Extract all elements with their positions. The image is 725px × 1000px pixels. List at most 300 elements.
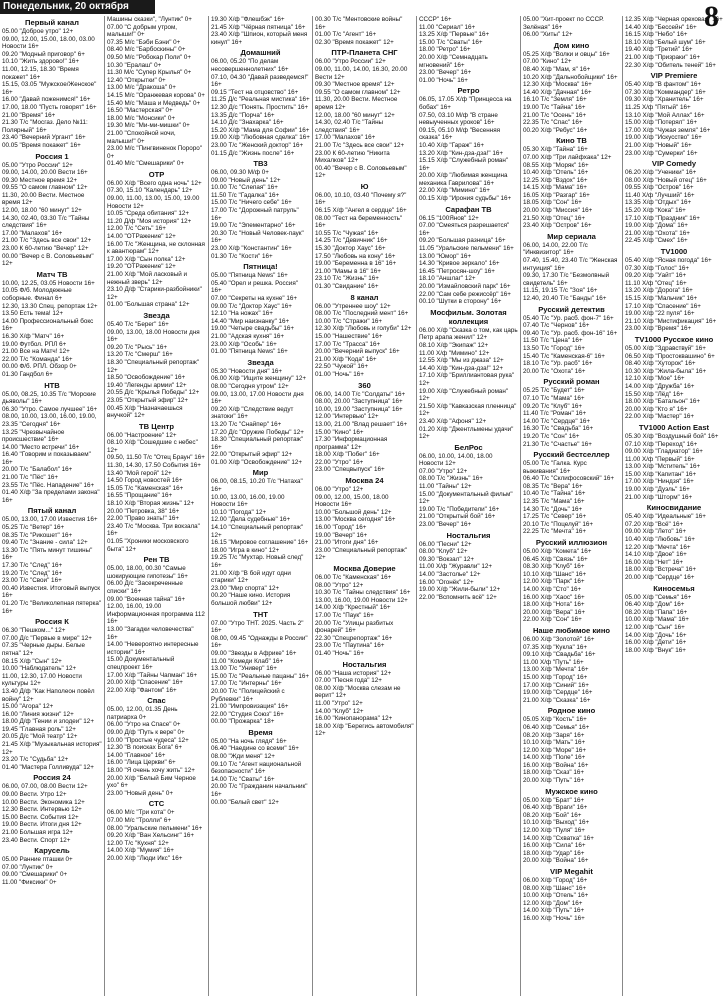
program-item: 06.00, 05.20 "По делам несовершеннолетних" 16+ (211, 58, 289, 73)
program-item: 21.00 "Адская кухня" 16+ (211, 332, 284, 340)
program-item: 14.00 Т/с "Сваты" 16+ (211, 775, 275, 783)
program-item: 11.05 "Уральские пельмени" 16+ (419, 245, 514, 253)
program-item: 12.00 Х/ф "Сын" 16+ (625, 623, 685, 631)
program-item: 00.00 "Прожарка" 18+ (211, 718, 275, 726)
program-item: 13.20 Т/с "Снайпер" 16+ (211, 420, 282, 428)
program-item: 07.40, 15.40, 23.40 Т/с "Женская интуиция" 16+ (523, 257, 618, 272)
program-item: 10.30 "Ералаш" 0+ (107, 61, 162, 69)
program-item: 12.30 Х/ф "Москва" 16+ (523, 81, 592, 89)
program-item: 08.40 Х/ф "Хуторок" 16+ (625, 360, 696, 368)
program-item: 20.00 Х/ф "Война" 16+ (523, 857, 589, 865)
program-item: 09.00 Х/ф "Лето" 16+ (625, 528, 687, 536)
program-item: 13.40 "Мой герой" 12+ (107, 469, 172, 477)
program-item: 13.00 Х/ф "Мститель" 16+ (625, 463, 701, 471)
program-item: 10.40 Х/ф "Отель" 16+ (523, 169, 589, 177)
program-item: 15.20 Х/ф "Кока" 16+ (625, 207, 686, 215)
program-item: 10.30 Х/ф "Жила-была" 16+ (625, 367, 707, 375)
program-item: 09.00 "Звезды в Африке" 16+ (211, 649, 297, 657)
program-item: 22.00 "Студия Союз" 16+ (211, 710, 284, 718)
program-item: 01.00 "Большая страна" 12+ (107, 301, 190, 309)
program-item: 10.10 Х/ф "Выход" 16+ (523, 819, 590, 827)
program-item: 22.00 "Право знать!" 16+ (107, 515, 180, 523)
program-item: 22.00 "Сам себе режиссёр" 16+ (419, 290, 511, 298)
program-item: 08.20 Х/ф "Заря" 16+ (523, 731, 585, 739)
program-item: 08.35 Т/с "Вера" 16+ (523, 482, 583, 490)
program-item: 01.40 М/с "Смешарики" 0+ (107, 160, 185, 168)
program-item: 09.30, 17.30 Т/с "Безмолвный свидетель" 16+ (523, 272, 610, 287)
program-item: 12.30, 13.30 Спец. репортаж 12+ (2, 302, 98, 310)
program-item: 11.00 Х/ф "Журавли" 12+ (419, 563, 493, 571)
program-item: 06.30 "Утро. Самое лучшее" 16+ (2, 405, 98, 413)
program-item: 20.00 Х/ф "Семнадцать мгновений" 16+ (419, 53, 488, 69)
program-item: 06.50 Х/ф "Простоквашино" 6+ (625, 352, 715, 360)
program-item: 21.00 Х/ф "Сказка" 16+ (523, 696, 591, 704)
program-item: 10.00 "Большой день" 12+ (315, 508, 392, 516)
channel-title: ПТР-Планета СНГ (331, 48, 398, 58)
program-item: 20.00 Х/ф "Любимая женщина механика Гаврилова" 16+ (419, 172, 508, 187)
program-item: 13.00 Х/ф "Мечта" 16+ (523, 666, 589, 674)
program-item: 21.00 Т/с "Здесь все свои" 12+ (315, 141, 405, 149)
program-item: 20.00 Т/с "Балабол" 16+ (2, 466, 73, 474)
program-item: 23.00 "Вечер" 16+ (419, 69, 472, 77)
program-item: 12.00 "Дела судебные" 16+ (211, 516, 291, 524)
program-item: 16.00 "Кинопанорама" 12+ (315, 715, 393, 723)
channel-title: Русский детектив (538, 304, 605, 314)
program-item: 10.10 "Жить здорово!" 16+ (2, 58, 80, 66)
channel-title: Пятый канал (27, 506, 77, 516)
program-item: 00.30 Т/с "Ментовские войны" 16+ (315, 16, 403, 31)
program-item: 01.00 Х/ф "Освобождение" 12+ (211, 458, 303, 466)
program-item: 19.00 Х/ф "Любовная сделка" 16+ (211, 134, 310, 142)
program-item: 13.00, 21.00 "Влад решает" 16+ (315, 420, 408, 428)
program-item: 18.00 М/с "Монсики" 0+ (107, 114, 176, 122)
program-item: 06.40 Х/ф "Враги" 16+ (523, 804, 588, 812)
program-item: 07.00 Д/с "Первые в мире" 12+ (2, 634, 92, 642)
program-item: 23.10 Д/ф "Старики-разбойники" 12+ (107, 286, 202, 301)
program-item: 19.00 Т/с "Победители" 16+ (419, 505, 500, 513)
program-item: 08.20 Х/ф "Бой" 16+ (523, 811, 582, 819)
program-item: 08.00, 20.00 "Заступница" 16+ (315, 398, 403, 406)
program-item: 19.20 Т/с "Сон" 16+ (523, 432, 580, 440)
program-item: 14.10 Д/с "Знахарка" 16+ (211, 119, 284, 127)
program-item: 14.25 Т/с "Девичник" 16+ (315, 237, 388, 245)
program-item: 06.00 Т/с "Каменская" 16+ (315, 574, 392, 581)
program-item: 09.00, 12.00, 15.00, 18.00, 03.00 Новости 16+ (2, 35, 95, 51)
program-item: 21.50 Х/ф "Кавказская пленница" 12+ (419, 402, 517, 418)
program-item: 18.00 Х/ф "Встреча" 16+ (625, 566, 697, 574)
program-item: 11.40 Х/ф "Лучший" 16+ (625, 191, 695, 199)
program-item: 16.45 "Петросян-шоу" 16+ (419, 267, 495, 275)
program-item: 22.00 Х/ф "Мастер" 16+ (625, 413, 695, 421)
program-item: 19.30 М/с "Ми-ми-мишки" 0+ (107, 122, 190, 130)
program-item: 15.15, 03.05 "Мужское/Женское" 16+ (2, 81, 97, 96)
program-item: 09.40 Т/с "Знание - сила" 12+ (2, 539, 88, 547)
program-item: 20.00 Х/ф "Люди Икс" 16+ (107, 854, 183, 862)
program-item: 18.00 Х/ф "Берегись автомобиля" 12+ (315, 722, 414, 738)
channel-title: Русский бестселлер (533, 450, 610, 460)
program-item: 18.00 "Игра в кино" 12+ (211, 546, 280, 554)
program-item: 21.30 Т/с "Счастье" 16+ (523, 440, 592, 448)
channel-title: Ностальгия (446, 530, 491, 540)
program-item: 09.00 "Новый день" 12+ (211, 176, 281, 184)
program-item: 13.20 Т/с "Смерш" 16+ (107, 351, 173, 359)
program-item: 11.20 Д/ф "Моя история" 12+ (107, 217, 192, 225)
channel-title: TV1000 (660, 247, 688, 257)
program-item: 17.00 Х/ф "Тайны Чапман" 16+ (107, 671, 198, 679)
program-item: 08.00 "Уральские пельмени" 16+ (107, 824, 203, 832)
program-item: 14.40 Х/ф "Бессейн" 16+ (625, 23, 697, 31)
program-item: 23.40 Вести. Спорт 12+ (2, 836, 71, 844)
program-item: 18.00 Х/ф "Нота" 16+ (523, 601, 585, 609)
program-item: 10.40 Х/ф "Любовь" 16+ (625, 536, 695, 544)
program-item: 20.00 Т/с "Полицейский с Рублевки" 16+ (211, 687, 285, 703)
program-item: 11.50 Т/с "Гадалка" 16+ (211, 191, 280, 199)
program-item: 14.00 Х/ф "Поле" 16+ (523, 754, 586, 762)
program-item: 08.00, 09.45 "Однажды в России" 16+ (211, 634, 308, 650)
program-item: 21.45 Х/ф "Чёрная пятница" 16+ (211, 23, 306, 31)
program-item: 21.00 Х/ф "Новый" 16+ (625, 141, 692, 149)
program-item: 01.30 Гандбол 6+ (2, 370, 53, 378)
program-item: 12.40 "Открытки" 0+ (107, 76, 166, 84)
program-item: 05.05 Х/ф "Кость" 16+ (523, 716, 587, 724)
program-item: 19.00 "Вечер" 16+ (315, 531, 368, 539)
program-item: 06.40 Х/ф "Семья" 16+ (523, 723, 590, 731)
page-number: 8 (704, 0, 719, 33)
program-item: 13.10 Х/ф "Мой Аллах" 16+ (625, 111, 705, 119)
program-item: 18.10 Х/ф "Белый шум" 16+ (625, 38, 706, 46)
program-item: 21.00 Х/ф "Охота" 16+ (625, 229, 690, 237)
program-item: 12.10 "На ножах" 16+ (211, 310, 273, 318)
program-item: 11.00, 12.15, 18.30 "Время покажет" 16+ (2, 65, 79, 81)
channel-title: Москва Доверие (333, 564, 396, 573)
program-item: 16.00 Х/ф "Война" 16+ (523, 761, 589, 769)
program-item: 23.40 "Вечерний Ургант" 16+ (2, 134, 86, 142)
program-item: 13.20 Х/ф "Кин-дза-дза!" 16+ (419, 149, 504, 157)
channel-title: 8 канал (350, 292, 379, 302)
channel-title: Мосфильм. Золотая коллекция (430, 307, 507, 326)
day-header: Понедельник, 20 октября (0, 0, 155, 14)
program-item: 19.40 "Легенды армии" 12+ (107, 381, 187, 389)
program-item: 21.00 Х/ф "Призраки" 16+ (625, 53, 700, 61)
program-item: 05.40 Х/ф "Идеальные" 16+ (625, 513, 706, 521)
program-item: 10.00 "Простые чудеса" 12+ (107, 736, 189, 744)
program-item: 21.10 Х/ф "Мистификация" 16+ (625, 317, 717, 325)
program-item: 11.00, 12.30, 17.00 Новости культуры 12+ (2, 672, 82, 688)
program-item: 23.00 "Мир спорта" 12+ (211, 584, 280, 592)
program-item: 06.00 "Наша история" 12+ (315, 669, 392, 677)
program-item: 14.40 Х/ф "Кин-дза-дза!" 12+ (419, 364, 504, 372)
program-item: 16.55 "Прощание" 16+ (107, 492, 173, 500)
program-item: 07.00 "Утро" 12+ (419, 467, 468, 475)
program-item: 14.00 Х/ф "Дружба" 16+ (625, 382, 695, 390)
program-item: 10.40 Х/ф "Гараж" 16+ (419, 141, 485, 149)
program-item: 06.00 Х/ф "Золотой" 16+ (523, 635, 595, 643)
program-item: 19.00 Х/ф "Жили-были" 12+ (419, 586, 501, 594)
program-item: 07.00 "Секреты на кухне" 16+ (211, 295, 297, 302)
program-item: 18.00 "Ретро" 16+ (419, 46, 471, 54)
program-item: 20.00 Х/ф "Миссия" 16+ (523, 207, 593, 215)
program-item: 19.00 Т/с "Тайна" 16+ (523, 103, 586, 111)
program-item: 10.00 Х/ф "Мама" 16+ (625, 616, 689, 624)
program-item: 14.00 "Невероятно интересные истории" 16+ (107, 641, 199, 656)
program-item: 06.00, 08.15, 10.20 Т/с "Натаха" 16+ (211, 478, 303, 494)
program-item: 17.25 Т/с "Север" 16+ (523, 513, 587, 521)
program-item: 20.30 Т/с "Новый Человек-паук" 16+ (211, 229, 304, 245)
program-item: 07.00 М/с "Тролли" 6+ (107, 817, 172, 824)
program-item: 06.40 Х/ф "Дом" 16+ (625, 601, 685, 609)
program-item: 08.00 "Жди меня" 12+ (211, 753, 275, 761)
program-item: 06.00 "Утреннее шоу" 12+ (315, 302, 391, 310)
program-item: 22.00 "Утро" 16+ (315, 458, 364, 466)
program-item: 09.30 "Вокзал" 12+ (419, 555, 474, 563)
program-item: 18.00 Х/ф "Батальон" 16+ (625, 398, 701, 406)
program-item: 09.00, 14.00, 20.00 Вести 16+ (2, 169, 88, 177)
channel-title: Родное кино (547, 706, 596, 716)
channel-title: Рен ТВ (143, 555, 170, 565)
program-item: 11.30, 14.30, 17.50 События 16+ (107, 462, 201, 470)
program-item: 08.35 Т/с "Рикошет" 16+ (2, 531, 73, 539)
program-item: 23.00 "Вечер" 16+ (419, 521, 472, 529)
channel-title: Карусель (34, 846, 70, 856)
program-item: 08.00 Х/ф "Новый отец" 16+ (625, 176, 707, 184)
program-item: 14.00 Х/ф "Сто" 16+ (523, 586, 582, 593)
program-item: 21.00 "Открытый бой" 16+ (419, 513, 496, 521)
schedule-column (416, 16, 520, 996)
channel-title: Кино ТВ (556, 136, 587, 146)
channel-title: Мужское кино (545, 786, 598, 796)
program-item: 01.40 "Ночь" 16+ (315, 649, 364, 657)
program-item: 12.00 Т/с "Сеть" 16+ (107, 225, 166, 233)
program-item: 10.05 "Среда обитания" 12+ (107, 210, 190, 218)
schedule-columns (0, 16, 725, 996)
program-item: 08.00 Т/с "Последний мент" 16+ (315, 310, 409, 318)
program-item: 16.15 Х/ф "Небо" 16+ (625, 31, 688, 39)
program-item: 16.00 "Линия жизни" 12+ (2, 710, 74, 718)
program-item: 10.40 Т/с "Тайна" 16+ (523, 490, 586, 498)
program-item: 10.20 Х/ф "Дальнобойщики" 16+ (523, 73, 618, 81)
program-item: 20.10 Т/с "Поцелуй" 16+ (523, 520, 594, 528)
channel-title: НТВ (44, 380, 60, 390)
program-item: 08.20 Х/ф "Папа" 16+ (625, 608, 688, 616)
program-item: 01.00 "Ночь" 16+ (315, 370, 364, 378)
program-item: 21.00 "Время" 16+ (2, 111, 56, 119)
channel-title: БелРос (454, 442, 483, 452)
program-item: 19.20 "ОТРажение" 12+ (107, 263, 176, 271)
program-item: 09.00 Х/ф "Гладиатор" 16+ (625, 448, 703, 456)
program-item: 07.35 "Черные дыры. Белые пятна" 12+ (2, 642, 86, 657)
program-item: 07.30 Х/ф "Коммандер" 16+ (625, 88, 706, 96)
program-item: 17.00 Т/с "Дорожный патруль" 16+ (211, 207, 299, 222)
program-item: 05.30 "Новости дня" 16+ (211, 367, 283, 375)
program-item: 18.00 Д/ф "Гении и злодеи" 12+ (2, 718, 94, 726)
program-item: 06.00, 14.00, 22.00 Т/с "Инквизитор" 16+ (523, 241, 588, 257)
program-item: 11.10 Х/ф "Отец" 16+ (625, 279, 687, 287)
program-item: 07.50, 03.10 М/ф "В стране невыученных уроков" 16+ (419, 111, 498, 127)
program-item: 09.50, 11.50 Т/с "Отец Браун" 16+ (107, 454, 205, 462)
program-item: 18.00 Х/ф "Внук" 16+ (625, 646, 686, 654)
program-item: 18.10 Т/с "Ур. расб" 16+ (523, 360, 593, 368)
program-item: 14.15 М/с "Оранжевая корова" 0+ (107, 91, 205, 99)
program-item: 10.00, 12.25, 03.05 Новости 16+ (2, 279, 95, 287)
program-item: 06.00 "Песни" 12+ (419, 540, 472, 548)
program-item: 23.55 Т/с "Пёс. Нападение" 16+ (2, 481, 95, 489)
program-item: 09.00 "Смешарики" 0+ (2, 871, 68, 879)
program-item: 14.00 Х/ф "Дочь" 16+ (625, 631, 687, 639)
program-item: 12.20 Х/ф "Мечта" 16+ (625, 543, 691, 551)
program-item: 07.00 "Кино" 12+ (523, 58, 572, 66)
program-item: 09.00, 11.00, 14.00, 16.30, 20.00 Вести 12+ (315, 65, 408, 81)
program-item: 15.00 Т/с "Ничего себе" 16+ (211, 199, 292, 207)
program-item: 05.00 "Хит-проект по СССР. Зелёная" 16+ (523, 16, 604, 31)
program-item: 14.30, 02.40 Т/с "Тайны следствия" 16+ (315, 119, 384, 134)
program-item: 11.30, 20.00 Вести. Местное время 12+ (315, 96, 398, 111)
program-item: 12.35 Т/с "Мама" 16+ (523, 498, 585, 506)
program-item: 05.00 "Доброе утро" 12+ (2, 28, 74, 35)
program-item: 14.00 "Клуб" 12+ (315, 707, 364, 715)
channel-title: Киносемья (653, 583, 695, 593)
program-item: 01.20 Т/с "Великолепная пятерка" 16+ (2, 599, 102, 615)
program-item: 00.00 Ф/б. РПЛ. Обзор 0+ (2, 363, 77, 371)
program-item: 10.10 Х/ф "Шанс" 16+ (523, 570, 587, 578)
program-item: 12.25 Х/ф "Вздох" 16+ (523, 176, 588, 184)
program-item: 12.00 Х/ф "Пуля" 16+ (523, 827, 585, 835)
program-item: 08.55 Х/ф "Моряк" 16+ (523, 161, 589, 169)
program-item: 13.00 Т/с "Универ" 16+ (211, 665, 277, 673)
program-item: 23.00 Т/с "Паутина" 16+ (315, 642, 385, 650)
program-item: 22.00 Х/ф "Сон" 16+ (523, 616, 582, 624)
program-item: 17.10 Х/ф "Праздник" 16+ (625, 214, 700, 222)
program-item: 18.00 Х/ф "Удар" 16+ (523, 849, 585, 857)
program-item: 17.00 Т/с "Паук" 16+ (315, 611, 374, 619)
program-item: 23.00 К 60-летию "Никита Михалков" 12+ (315, 149, 390, 165)
program-item: 23.10 Т/с "Жизнь" 16+ (315, 275, 379, 283)
program-item: 23.00 К 60-летию "Вечер" 12+ (2, 245, 89, 253)
program-item: 16.00 "Лица Церкви" 6+ (107, 759, 176, 767)
program-item: 05.00, 13.00, 17.00 Известия 16+ (2, 516, 98, 524)
program-item: 21.00 "Итоги дня" 16+ (315, 539, 379, 547)
program-item: 12.00 Х/ф "Дом" 16+ (523, 899, 583, 907)
program-item: 09.30 "Местное время" 12+ (315, 81, 395, 89)
program-item: 01.30 "Свидание" 16+ (315, 283, 379, 290)
program-item: 15.15 Х/ф "Мальчик" 16+ (625, 295, 698, 302)
program-item: 21.00 Большая игра 12+ (2, 829, 73, 836)
program-item: 11.25 Х/ф "Пятый" 16+ (625, 103, 691, 111)
program-item: 15.00 Х/ф "Город" 16+ (523, 673, 588, 681)
channel-title: Ретро (457, 86, 480, 96)
program-item: 11.00 "Утро" 12+ (315, 699, 363, 707)
program-item: 05.00 Х/ф "Комета" 16+ (523, 548, 592, 556)
program-item: 16.15 "Мировое соглашение" 16+ (211, 539, 309, 547)
program-item: 11.30 М/с "Супер Крылья" 0+ (107, 69, 192, 77)
program-item: 07.30, 15.10 "Календарь" 12+ (107, 187, 193, 195)
program-item: 16.00 Х/ф "Нет" 16+ (625, 558, 684, 566)
program-item: 14.00 "Застолье" 12+ (419, 571, 481, 578)
program-item: 09.50 М/с "Робокар Поли" 0+ (107, 53, 192, 61)
program-item: 19.00 Т/с "Элементарно" 16+ (211, 222, 296, 230)
program-item: 13.00, 16.00, 19.00 Новости 12+ (315, 596, 408, 604)
program-item: 09.20 Х/ф "Следствие ведут знатоки" 16+ (211, 405, 294, 421)
program-item: 05.00 "Утро России" 12+ (2, 161, 73, 169)
program-item: 10.30 Т/с "Тайны следствия" 16+ (315, 589, 411, 597)
program-item: 19.40 Х/ф "Третий" 16+ (625, 46, 693, 54)
channel-title: VIP Megahit (550, 867, 593, 876)
program-item: 15.00 Х/ф "Потерял" 16+ (625, 119, 698, 127)
program-item: 17.10 Х/ф "Спасение" 16+ (625, 302, 701, 310)
program-item: 05.40 Х/ф "Ясная погода" 16+ (625, 257, 712, 265)
channel-title: Россия К (35, 617, 69, 627)
program-item: 07.10 Х/ф "Переход" 16+ (625, 440, 698, 448)
program-item: 05.40 "Орел и решка. Россия" 16+ (211, 279, 298, 295)
program-item: 06.00 "Утро" 12+ (315, 486, 364, 494)
program-item: 20.00 Х/ф "Сердце" 16+ (625, 574, 695, 581)
program-item: 23.00 Т/с "Свои" 16+ (2, 577, 62, 585)
program-item: 20.00 Т/с "Гражданин начальник" 16+ (211, 783, 308, 799)
program-item: 21.00 Т/с "Пёс" 16+ (2, 474, 59, 482)
program-item: 20.00 "Петровка, 38" 16+ (107, 507, 180, 515)
program-item: 16.00 Х/ф "Дети" 16+ (625, 639, 687, 647)
program-item: 12.35 Х/ф "Черная ореховая" 16+ (625, 16, 723, 23)
program-item: 08.10 Х/ф "Сошедшие с небес" 12+ (107, 439, 198, 454)
program-item: 09.00 Вести. Утро 12+ (2, 791, 67, 799)
program-item: 17.00 Х/ф "Ниндзя" 16+ (625, 478, 694, 486)
program-item: 14.00 Х/ф "Путь" 16+ (523, 907, 585, 915)
channel-title: Пятница! (243, 262, 278, 272)
program-item: 11.00 Х/ф "Первый" 16+ (625, 455, 695, 463)
program-item: 09.00 Т/с "Доктор Хаус" 16+ (211, 302, 292, 310)
program-item: 16.00 "Город" 16+ (315, 524, 367, 532)
program-item: 09.55 "О самом главном" 12+ (2, 184, 88, 192)
channel-title: VIP Comedy (651, 159, 697, 169)
channel-title: 360 (358, 380, 371, 390)
program-item: 21.30 Т/с "Мосгаз. Дело №11: Полярный" 16+ (2, 119, 88, 134)
program-item: 07.10 Т/с "Мама" 16+ (523, 394, 585, 402)
program-item: 12.30 "В поисках Бога" 6+ (107, 744, 183, 752)
program-item: 09.00 Д/ф "Путь к вере" 0+ (107, 729, 185, 737)
channel-title: ОТР (148, 169, 165, 179)
program-item: 11.50 Т/с "Цена" 16+ (523, 337, 583, 345)
program-item: 20.00 Т/с "Улицы разбитых фонарей" 16+ (315, 619, 394, 635)
program-item: 20.00 Х/ф "Вера" 16+ (523, 608, 585, 616)
program-item: 17.10 Х/ф "Бриллиантовая рука" 12+ (419, 372, 515, 387)
program-item: 15.00 "Нашествие" 16+ (315, 332, 383, 340)
program-item: 09.10 Т/с "Агент национальной безопасности" 16+ (211, 760, 302, 776)
program-item: 15.05 Т/с "Каменская" 16+ (107, 484, 184, 492)
program-item: 22.00 "Открытый эфир" 12+ (211, 451, 293, 459)
program-item: 11.00 Х/ф "Путь" 16+ (523, 658, 584, 666)
schedule-column (520, 16, 622, 996)
program-item: 19.00 Х/ф "Дуэль" 16+ (625, 486, 690, 494)
program-item: 23.40 Х/ф "Остров" 16+ (523, 222, 592, 230)
program-item: 22.50 "Чужой" 16+ (315, 363, 369, 371)
program-item: 05.00 Х/ф "Семья" 16+ (625, 593, 692, 601)
channel-title: TV1000 Action East (638, 422, 710, 432)
program-item: 23.40 Т/с "Москва. Три вокзала" 16+ (107, 522, 200, 538)
program-item: 07.10, 04.30 "Давай разведемся!" 16+ (211, 73, 309, 89)
program-item: 23.00 М/с "Пингвиненок Пороро" 0+ (107, 145, 203, 160)
channel-title: Звезда (247, 357, 274, 367)
program-item: 06.00, 14.00 Т/с "Солдаты" 16+ (315, 390, 406, 398)
program-item: 06.05, 17.05 Х/ф "Принцесса на бобах" 16+ (419, 96, 512, 111)
program-item: 07.35 Х/ф "Кукла" 16+ (523, 643, 588, 651)
program-item: 05.00 "Пятница News" 16+ (211, 272, 288, 280)
program-item: 14.30 Т/с "Дочь" 16+ (523, 505, 583, 513)
program-item: 10.00, 19.00 "Заступница" 16+ (315, 405, 403, 413)
program-item: 06.15 Х/ф "Ангел в сердце" 16+ (315, 207, 407, 215)
program-item: 01.40 "Мастера Голливуда" 12+ (2, 763, 94, 771)
program-item: 19.20 Т/с "След" 16+ (2, 569, 63, 577)
program-item: 19.45 "Главная роль" 12+ (2, 725, 76, 733)
program-item: 19.00 Х/ф "22 пуля" 16+ (625, 310, 695, 318)
